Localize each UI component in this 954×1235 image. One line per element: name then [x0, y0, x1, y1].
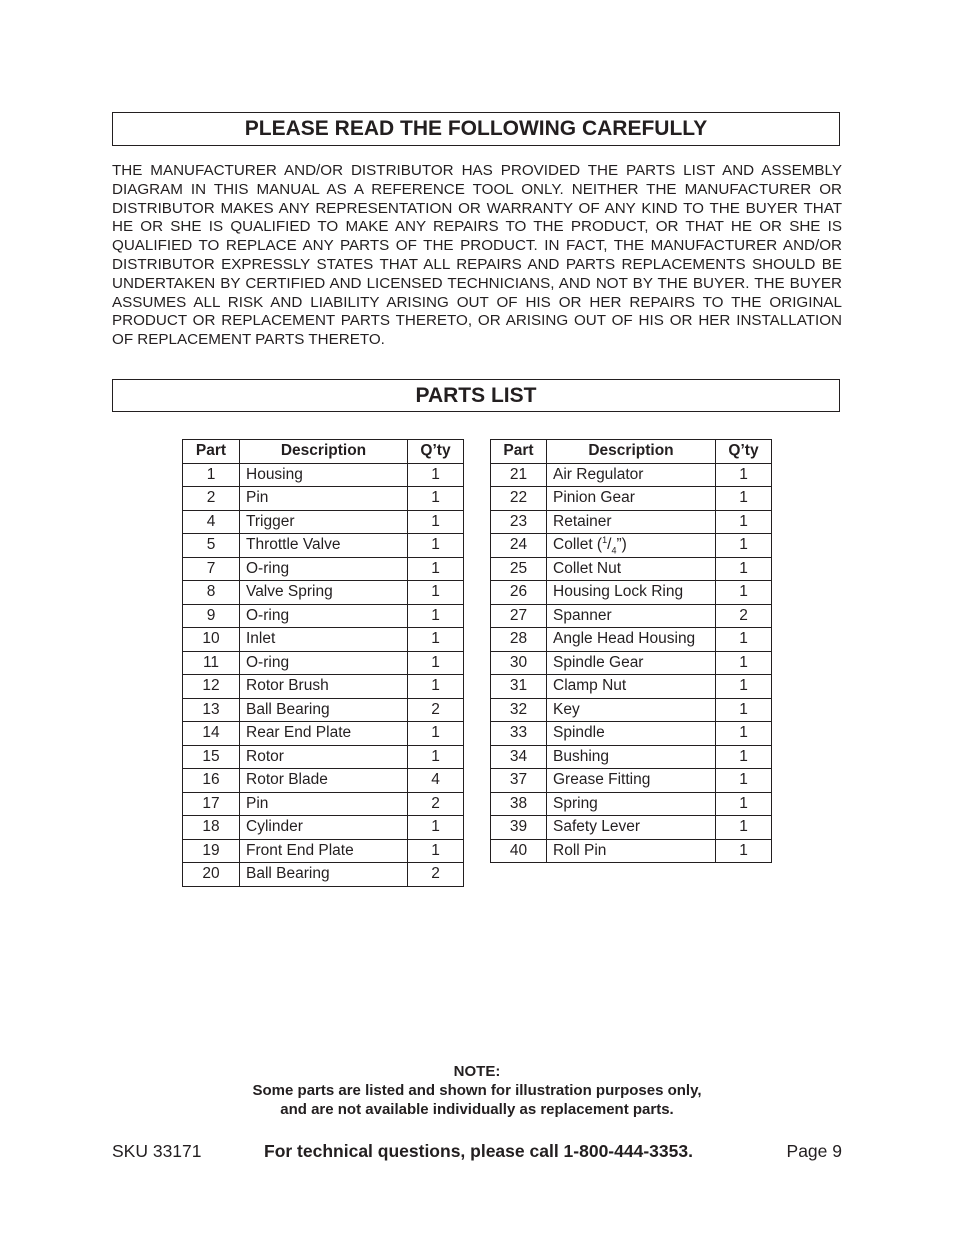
warning-body: THE MANUFACTURER AND/OR DISTRIBUTOR HAS PROVIDED THE PARTS LIST AND ASSEMBLY DIAGRAM IN THIS MANUAL AS A REFERENCE TOOL ONLY. NEITHER THE MANUFACTURER OR DISTRIBUTOR MAKES ANY REPRESENTATION OR WARRANTY OF ANY KIND TO THE BUYER THAT HE OR SHE IS QUALIFIED TO MAKE ANY REPAIRS TO THE PRODUCT, OR THAT HE OR SHE IS QUALIFIED TO REPLACE ANY PARTS OF THE PRODUCT. IN FACT, THE MANUFACTURER AND/OR DISTRIBUTOR EXPRESSLY STATES THAT ALL REPAIRS AND PARTS REPLACEMENTS SHOULD BE UNDERTAKEN BY CERTIFIED AND LICENSED TECHNICIANS, AND NOT BY THE BUYER. THE BUYER ASSUMES ALL RISK AND LIABILITY ARISING OUT OF HIS OR HER REPAIRS TO THE ORIGINAL PRODUCT OR REPLACEMENT PARTS THERETO, OR ARISING OUT OF HIS OR HER INSTALLATION OF REPLACEMENT PARTS THERETO.: [112, 162, 842, 349]
part-number: 32: [491, 698, 547, 722]
part-description: Bushing: [547, 745, 716, 769]
part-number: 17: [183, 792, 240, 816]
part-description: Ball Bearing: [240, 698, 408, 722]
table-row: [183, 698, 464, 722]
part-number: 20: [183, 863, 240, 887]
table-row: [183, 651, 464, 675]
part-description: Housing Lock Ring: [547, 581, 716, 605]
table-row: [491, 675, 772, 699]
part-qty: 1: [716, 675, 772, 699]
part-number: 5: [183, 534, 240, 558]
header-description: Description: [547, 440, 716, 464]
part-number: 33: [491, 722, 547, 746]
table-row: [183, 839, 464, 863]
part-number: 19: [183, 839, 240, 863]
table-row: [491, 510, 772, 534]
part-description: Grease Fitting: [547, 769, 716, 793]
part-qty: 1: [716, 722, 772, 746]
part-description: Cylinder: [240, 816, 408, 840]
part-qty: 1: [408, 581, 464, 605]
part-number: 11: [183, 651, 240, 675]
part-number: 1: [183, 463, 240, 487]
table-row: [183, 510, 464, 534]
table-header-row: [491, 440, 772, 464]
part-description: Rotor Blade: [240, 769, 408, 793]
footer-sku: SKU 33171: [112, 1141, 202, 1161]
part-description: O-ring: [240, 557, 408, 581]
table-row: [183, 792, 464, 816]
table-row: [183, 604, 464, 628]
part-number: 23: [491, 510, 547, 534]
table-row: [491, 792, 772, 816]
part-qty: 1: [408, 487, 464, 511]
part-number: 14: [183, 722, 240, 746]
part-description: Angle Head Housing: [547, 628, 716, 652]
note-line-2: and are not available individually as replacement parts.: [280, 1101, 674, 1118]
part-description: Spindle: [547, 722, 716, 746]
part-description: Collet $(^1/_4”)$: [547, 534, 716, 558]
part-number: 12: [183, 675, 240, 699]
part-description: Clamp Nut: [547, 675, 716, 699]
part-qty: 4: [408, 769, 464, 793]
part-description: Front End Plate: [240, 839, 408, 863]
part-description: Rotor: [240, 745, 408, 769]
part-qty: 1: [716, 745, 772, 769]
part-qty: 1: [716, 557, 772, 581]
table-row: [183, 769, 464, 793]
part-number: 2: [183, 487, 240, 511]
header-qty: Q’ty: [408, 440, 464, 464]
part-number: 40: [491, 839, 547, 863]
table-row: [183, 816, 464, 840]
part-number: 10: [183, 628, 240, 652]
part-description: Pinion Gear: [547, 487, 716, 511]
table-row: [183, 863, 464, 887]
part-description: Inlet: [240, 628, 408, 652]
table-row: [491, 745, 772, 769]
table-row: [491, 463, 772, 487]
part-number: 38: [491, 792, 547, 816]
part-description: O-ring: [240, 604, 408, 628]
part-qty: 2: [716, 604, 772, 628]
header-qty: Q’ty: [716, 440, 772, 464]
part-number: 15: [183, 745, 240, 769]
part-description: Ball Bearing: [240, 863, 408, 887]
part-qty: 1: [408, 839, 464, 863]
part-description: Rotor Brush: [240, 675, 408, 699]
part-qty: 1: [716, 698, 772, 722]
part-qty: 1: [408, 604, 464, 628]
table-row: [491, 604, 772, 628]
part-description: Key: [547, 698, 716, 722]
part-description: Spindle Gear: [547, 651, 716, 675]
header-description: Description: [240, 440, 408, 464]
table-row: [183, 557, 464, 581]
part-qty: 1: [716, 651, 772, 675]
header-part: Part: [183, 440, 240, 464]
table-row: [183, 487, 464, 511]
part-qty: 1: [716, 816, 772, 840]
part-number: 16: [183, 769, 240, 793]
part-description: Collet Nut: [547, 557, 716, 581]
part-qty: 1: [408, 557, 464, 581]
part-description: O-ring: [240, 651, 408, 675]
note-heading: NOTE:: [453, 1063, 501, 1080]
table-row: [491, 534, 772, 558]
part-number: 25: [491, 557, 547, 581]
parts-list-title: PARTS LIST: [415, 384, 537, 407]
table-row: [491, 628, 772, 652]
warning-title-box: [112, 112, 840, 146]
part-number: 18: [183, 816, 240, 840]
part-description: Spanner: [547, 604, 716, 628]
part-description: Roll Pin: [547, 839, 716, 863]
warning-title: PLEASE READ THE FOLLOWING CAREFULLY: [244, 117, 708, 140]
part-qty: 1: [408, 745, 464, 769]
table-row: [183, 534, 464, 558]
part-description: Pin: [240, 792, 408, 816]
footer-tech-support: For technical questions, please call 1-800-444-3353.: [264, 1141, 693, 1161]
parts-table-right: [490, 439, 772, 863]
part-description: Air Regulator: [547, 463, 716, 487]
part-number: 26: [491, 581, 547, 605]
part-qty: 1: [408, 463, 464, 487]
table-row: [183, 722, 464, 746]
part-number: 34: [491, 745, 547, 769]
part-qty: 1: [716, 510, 772, 534]
table-row: [491, 651, 772, 675]
part-qty: 1: [408, 510, 464, 534]
part-description: Spring: [547, 792, 716, 816]
table-row: [491, 816, 772, 840]
part-description: Trigger: [240, 510, 408, 534]
part-number: 4: [183, 510, 240, 534]
part-number: 37: [491, 769, 547, 793]
part-description: Rear End Plate: [240, 722, 408, 746]
part-qty: 1: [408, 722, 464, 746]
part-number: 21: [491, 463, 547, 487]
part-qty: 1: [716, 534, 772, 558]
table-header-row: [183, 440, 464, 464]
part-qty: 1: [716, 463, 772, 487]
part-description: Safety Lever: [547, 816, 716, 840]
part-number: 8: [183, 581, 240, 605]
part-qty: 1: [716, 839, 772, 863]
part-description: Retainer: [547, 510, 716, 534]
parts-list-title-box: [112, 379, 840, 412]
part-qty: 1: [408, 675, 464, 699]
table-row: [183, 675, 464, 699]
part-qty: 1: [716, 769, 772, 793]
part-number: 22: [491, 487, 547, 511]
part-number: 30: [491, 651, 547, 675]
part-description: Housing: [240, 463, 408, 487]
part-qty: 2: [408, 863, 464, 887]
table-row: [491, 769, 772, 793]
part-qty: 1: [408, 534, 464, 558]
part-number: 9: [183, 604, 240, 628]
part-number: 39: [491, 816, 547, 840]
table-row: [183, 581, 464, 605]
part-number: 13: [183, 698, 240, 722]
part-qty: 1: [408, 651, 464, 675]
table-row: [183, 628, 464, 652]
table-row: [491, 557, 772, 581]
part-qty: 1: [716, 792, 772, 816]
table-row: [491, 487, 772, 511]
part-number: 24: [491, 534, 547, 558]
footer-page-number: Page 9: [786, 1141, 842, 1161]
part-qty: 1: [716, 581, 772, 605]
table-row: [491, 839, 772, 863]
header-part: Part: [491, 440, 547, 464]
table-row: [183, 745, 464, 769]
part-qty: 2: [408, 698, 464, 722]
part-qty: 1: [716, 487, 772, 511]
note-line-1: Some parts are listed and shown for illustration purposes only,: [252, 1082, 702, 1099]
part-qty: 1: [408, 628, 464, 652]
part-qty: 1: [408, 816, 464, 840]
part-number: 7: [183, 557, 240, 581]
part-description: Pin: [240, 487, 408, 511]
part-number: 28: [491, 628, 547, 652]
table-row: [491, 722, 772, 746]
part-description: Valve Spring: [240, 581, 408, 605]
table-row: [491, 698, 772, 722]
part-qty: 2: [408, 792, 464, 816]
parts-table-left: [182, 439, 464, 887]
table-row: [491, 581, 772, 605]
part-description: Throttle Valve: [240, 534, 408, 558]
part-number: 27: [491, 604, 547, 628]
part-qty: 1: [716, 628, 772, 652]
table-row: [183, 463, 464, 487]
part-number: 31: [491, 675, 547, 699]
